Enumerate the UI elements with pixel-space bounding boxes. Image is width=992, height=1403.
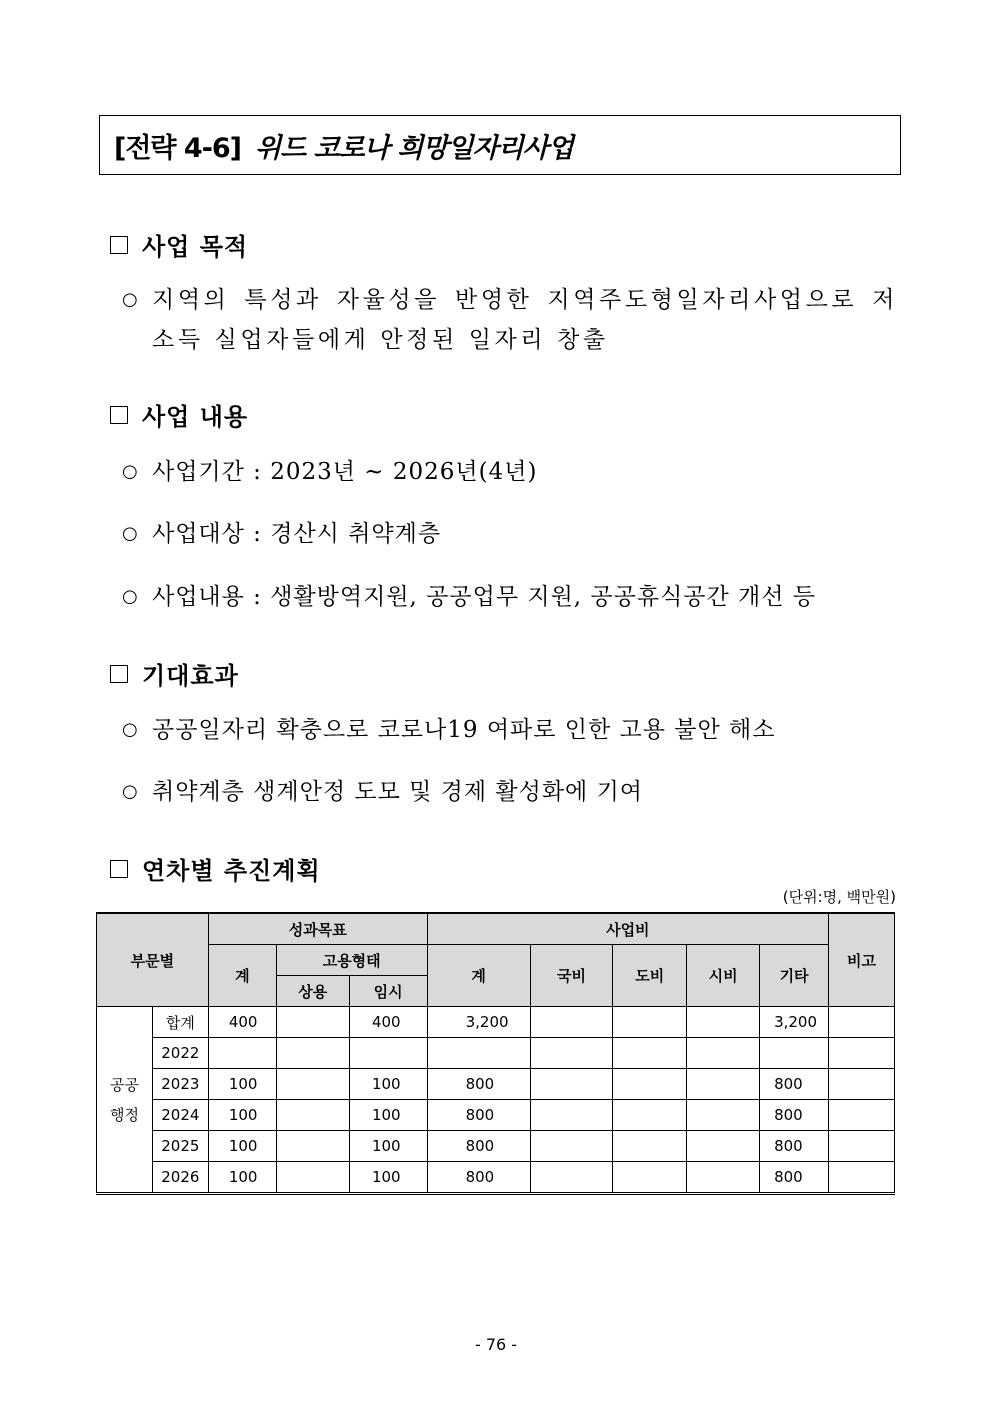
row-label: 2024 — [152, 1100, 208, 1131]
cell-city — [687, 1069, 760, 1100]
title-prefix: [전략 4-6] — [114, 132, 242, 164]
cell-national — [530, 1131, 613, 1162]
cell-temporary: 100 — [349, 1100, 427, 1131]
cell-city — [687, 1100, 760, 1131]
cell-temporary: 100 — [349, 1131, 427, 1162]
cell-other: 800 — [760, 1162, 829, 1194]
cell-city — [687, 1038, 760, 1069]
cell-provincial — [613, 1069, 687, 1100]
table-row — [97, 1100, 895, 1131]
cell-remarks — [829, 1038, 895, 1069]
header-national: 국비 — [530, 945, 613, 1007]
cell-regular — [276, 1131, 349, 1162]
cell-budget-total: 800 — [427, 1069, 530, 1100]
cell-provincial — [613, 1162, 687, 1194]
section-heading-purpose: 사업 목적 — [110, 227, 248, 262]
cell-remarks — [829, 1007, 895, 1038]
cell-regular — [276, 1162, 349, 1194]
header-provincial: 도비 — [613, 945, 687, 1007]
title-box — [99, 115, 901, 175]
purpose-item — [122, 280, 898, 360]
header-temporary: 임시 — [349, 976, 427, 1007]
cell-regular — [276, 1100, 349, 1131]
header-employment-type: 고용형태 — [276, 945, 427, 976]
cell-other: 800 — [760, 1100, 829, 1131]
cell-regular — [276, 1069, 349, 1100]
row-label: 합계 — [152, 1007, 208, 1038]
checkbox-square-icon — [110, 860, 128, 878]
header-division: 부문별 — [97, 913, 209, 1007]
row-label: 2023 — [152, 1069, 208, 1100]
section-heading-plan: 연차별 추진계획 — [110, 851, 321, 886]
cell-target-total: 100 — [208, 1162, 276, 1194]
content-item-target: ○ 사업대상 : 경산시 취약계층 — [122, 514, 898, 554]
row-label: 2026 — [152, 1162, 208, 1194]
cell-budget-total: 800 — [427, 1100, 530, 1131]
cell-temporary — [349, 1038, 427, 1069]
row-label: 2025 — [152, 1131, 208, 1162]
checkbox-square-icon — [110, 236, 128, 254]
circle-bullet-icon: ○ — [122, 523, 138, 544]
cell-target-total: 100 — [208, 1131, 276, 1162]
circle-bullet-icon: ○ — [122, 781, 138, 802]
cell-remarks — [829, 1100, 895, 1131]
header-budget: 사업비 — [427, 913, 828, 945]
cell-regular — [276, 1007, 349, 1038]
header-other: 기타 — [760, 945, 829, 1007]
table-row — [97, 1162, 895, 1194]
cell-other — [760, 1038, 829, 1069]
cell-national — [530, 1069, 613, 1100]
cell-budget-total — [427, 1038, 530, 1069]
cell-remarks — [829, 1069, 895, 1100]
cell-target-total: 100 — [208, 1100, 276, 1131]
header-target: 성과목표 — [208, 913, 427, 945]
cell-provincial — [613, 1131, 687, 1162]
cell-temporary: 100 — [349, 1069, 427, 1100]
header-remarks: 비고 — [829, 913, 895, 1007]
effects-item-2: ○ 취약계층 생계안정 도모 및 경제 활성화에 기여 — [122, 772, 898, 812]
table-row — [97, 1069, 895, 1100]
cell-temporary: 400 — [349, 1007, 427, 1038]
cell-remarks — [829, 1131, 895, 1162]
cell-national — [530, 1162, 613, 1194]
cell-regular — [276, 1038, 349, 1069]
section-heading-effects: 기대효과 — [110, 656, 239, 691]
table-row — [97, 1038, 895, 1069]
header-budget-total: 계 — [427, 945, 530, 1007]
circle-bullet-icon: ○ — [122, 461, 138, 482]
cell-target-total: 400 — [208, 1007, 276, 1038]
cell-provincial — [613, 1007, 687, 1038]
cell-budget-total: 3,200 — [427, 1007, 530, 1038]
header-city: 시비 — [687, 945, 760, 1007]
checkbox-square-icon — [110, 406, 128, 424]
header-regular: 상용 — [276, 976, 349, 1007]
circle-bullet-icon: ○ — [122, 586, 138, 607]
header-target-total: 계 — [208, 945, 276, 1007]
section-heading-content: 사업 내용 — [110, 397, 248, 432]
cell-temporary: 100 — [349, 1162, 427, 1194]
cell-national — [530, 1100, 613, 1131]
cell-national — [530, 1038, 613, 1069]
table-row — [97, 1007, 895, 1038]
content-item-details: ○ 사업내용 : 생활방역지원, 공공업무 지원, 공공휴식공간 개선 등 — [122, 577, 898, 617]
content-item-period: ○ 사업기간 : 2023년 ~ 2026년(4년) — [122, 452, 898, 492]
unit-label: (단위:명, 백만원) — [782, 888, 896, 906]
cell-other: 3,200 — [760, 1007, 829, 1038]
checkbox-square-icon — [110, 665, 128, 683]
circle-bullet-icon: ○ — [122, 719, 138, 740]
cell-provincial — [613, 1038, 687, 1069]
table-row — [97, 1131, 895, 1162]
annual-plan-table — [96, 912, 895, 1195]
cell-city — [687, 1162, 760, 1194]
page-number: - 76 - — [474, 1335, 518, 1354]
cell-city — [687, 1007, 760, 1038]
row-label: 2022 — [152, 1038, 208, 1069]
cell-target-total — [208, 1038, 276, 1069]
title-main: 위드 코로나 희망일자리사업 — [255, 132, 573, 164]
cell-provincial — [613, 1100, 687, 1131]
cell-city — [687, 1131, 760, 1162]
cell-national — [530, 1007, 613, 1038]
cell-budget-total: 800 — [427, 1162, 530, 1194]
purpose-text: 지역의 특성과 자율성을 반영한 지역주도형일자리사업으로 저소득 실업자들에게 안정된 일자리 창출 — [152, 287, 898, 353]
cell-remarks — [829, 1162, 895, 1194]
cell-budget-total: 800 — [427, 1131, 530, 1162]
group-label: 공공 행정 — [97, 1007, 153, 1194]
cell-target-total: 100 — [208, 1069, 276, 1100]
circle-bullet-icon: ○ — [122, 289, 138, 310]
cell-other: 800 — [760, 1069, 829, 1100]
effects-item-1: ○ 공공일자리 확충으로 코로나19 여파로 인한 고용 불안 해소 — [122, 710, 898, 750]
cell-other: 800 — [760, 1131, 829, 1162]
